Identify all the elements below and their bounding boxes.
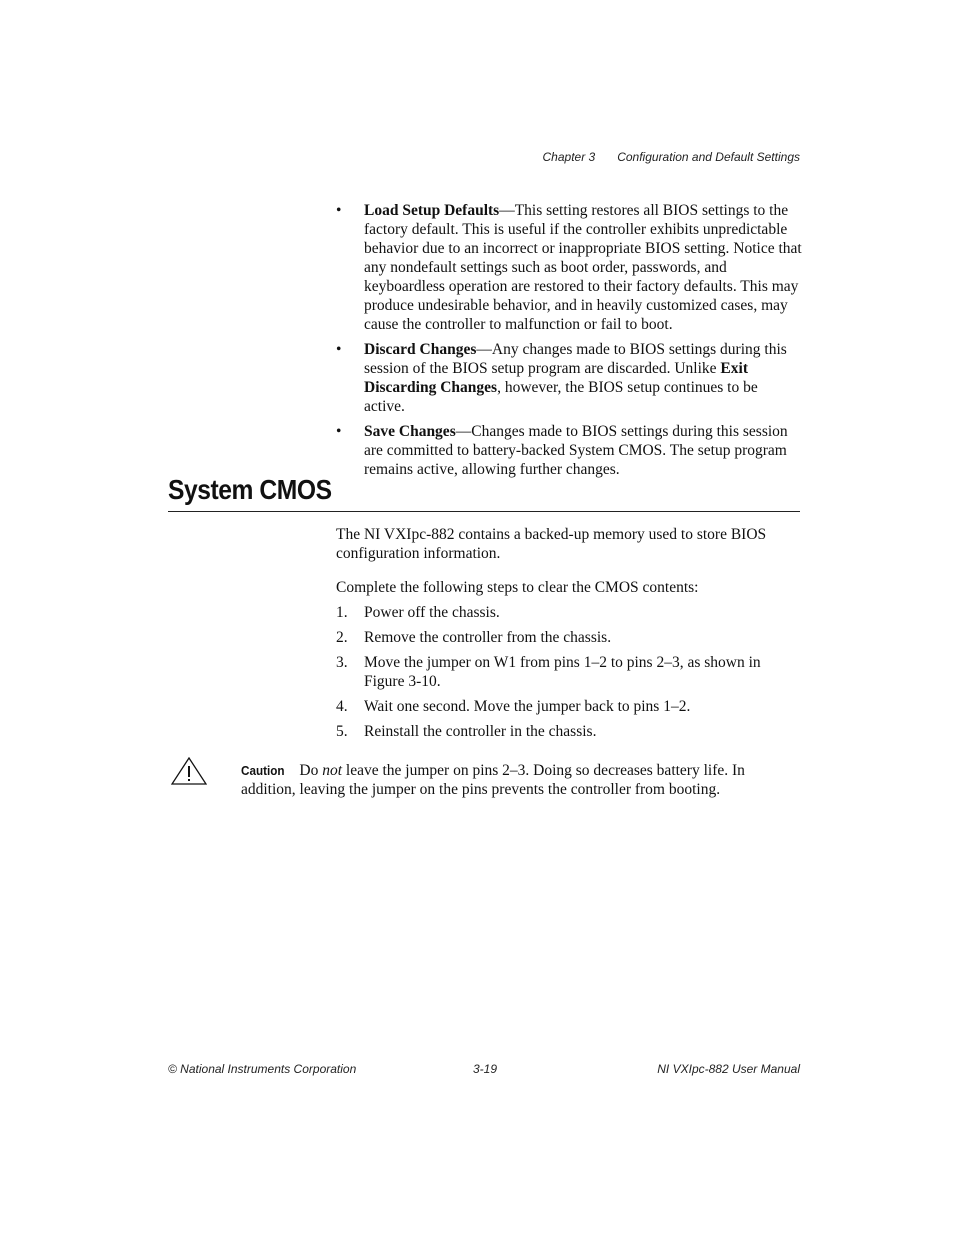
- section-heading: System CMOS: [168, 474, 332, 505]
- bullet-item: [336, 422, 802, 479]
- bullet-marker: •: [336, 341, 342, 358]
- step-number: 2.: [336, 629, 348, 646]
- steps-list: [336, 603, 802, 747]
- bullet-marker: •: [336, 202, 342, 219]
- bullet-text: —This setting restores all BIOS settings to the factory default. This is useful if the controller exhibits unpredictable behavior due to an incorrect or inappropriate BIOS setting. Notice that any nondefault settings such as boot order, passwords, and keyboardless operation are restored to their factory defaults. This may produce undesirable behavior, and in heavily customized cases, may cause the controller to malfunction or fail to boot.: [364, 202, 802, 333]
- bullet-term: Save Changes: [364, 423, 456, 440]
- caution-text-pre: Do: [299, 762, 323, 779]
- footer-copyright: © National Instruments Corporation: [168, 1062, 357, 1076]
- step-number: 3.: [336, 654, 348, 671]
- running-header: [543, 150, 801, 164]
- caution-note: [241, 761, 803, 799]
- bullet-text: —Any changes made to BIOS settings during this session of the BIOS setup program are discarded. Unlike: [364, 341, 787, 377]
- step-number: 4.: [336, 698, 348, 715]
- caution-label: Caution: [241, 763, 285, 778]
- step-item: [336, 697, 802, 716]
- step-text: Remove the controller from the chassis.: [364, 629, 612, 646]
- intro-paragraph: The NI VXIpc-882 contains a backed-up memory used to store BIOS configuration information.: [336, 526, 767, 562]
- bullet-term: Discard Changes: [364, 341, 477, 358]
- step-text: Power off the chassis.: [364, 604, 500, 621]
- header-section: Configuration and Default Settings: [617, 150, 800, 164]
- footer-page-number: 3-19: [473, 1062, 498, 1076]
- header-chapter: Chapter 3: [542, 150, 596, 164]
- step-text: Wait one second. Move the jumper back to pins 1–2.: [364, 698, 691, 715]
- bullet-item: [336, 340, 802, 416]
- step-item: [336, 722, 802, 741]
- caution-text-post: leave the jumper on pins 2–3. Doing so decreases battery life. In addition, leaving the jumper on the pins prevents the controller from booting.: [241, 762, 745, 798]
- step-text: Move the jumper on W1 from pins 1–2 to pins 2–3, as shown in Figure 3-10.: [364, 654, 761, 690]
- step-item: [336, 653, 802, 691]
- step-item: [336, 628, 802, 647]
- warning-triangle-icon: [171, 757, 207, 785]
- bullet-marker: •: [336, 423, 342, 440]
- footer-manual-title: NI VXIpc-882 User Manual: [657, 1062, 800, 1076]
- caution-emphasis: not: [322, 762, 343, 779]
- bullet-text-secondary: , however, the BIOS setup continues to be active.: [364, 379, 758, 415]
- step-number: 5.: [336, 723, 348, 740]
- bullet-item: [336, 201, 802, 334]
- step-item: [336, 603, 802, 622]
- heading-rule: [168, 511, 800, 512]
- bullet-term: Load Setup Defaults: [364, 202, 500, 219]
- step-number: 1.: [336, 604, 348, 621]
- step-text: Reinstall the controller in the chassis.: [364, 723, 597, 740]
- section-intro: [336, 525, 802, 612]
- option-bullet-list: [336, 201, 802, 485]
- bullet-term-secondary: Exit Discarding Changes: [364, 360, 748, 396]
- bullet-text: —Changes made to BIOS settings during this session are committed to battery-backed System CMOS. The setup program remains active, allowing further changes.: [364, 423, 788, 478]
- steps-lead-paragraph: Complete the following steps to clear the CMOS contents:: [336, 579, 699, 596]
